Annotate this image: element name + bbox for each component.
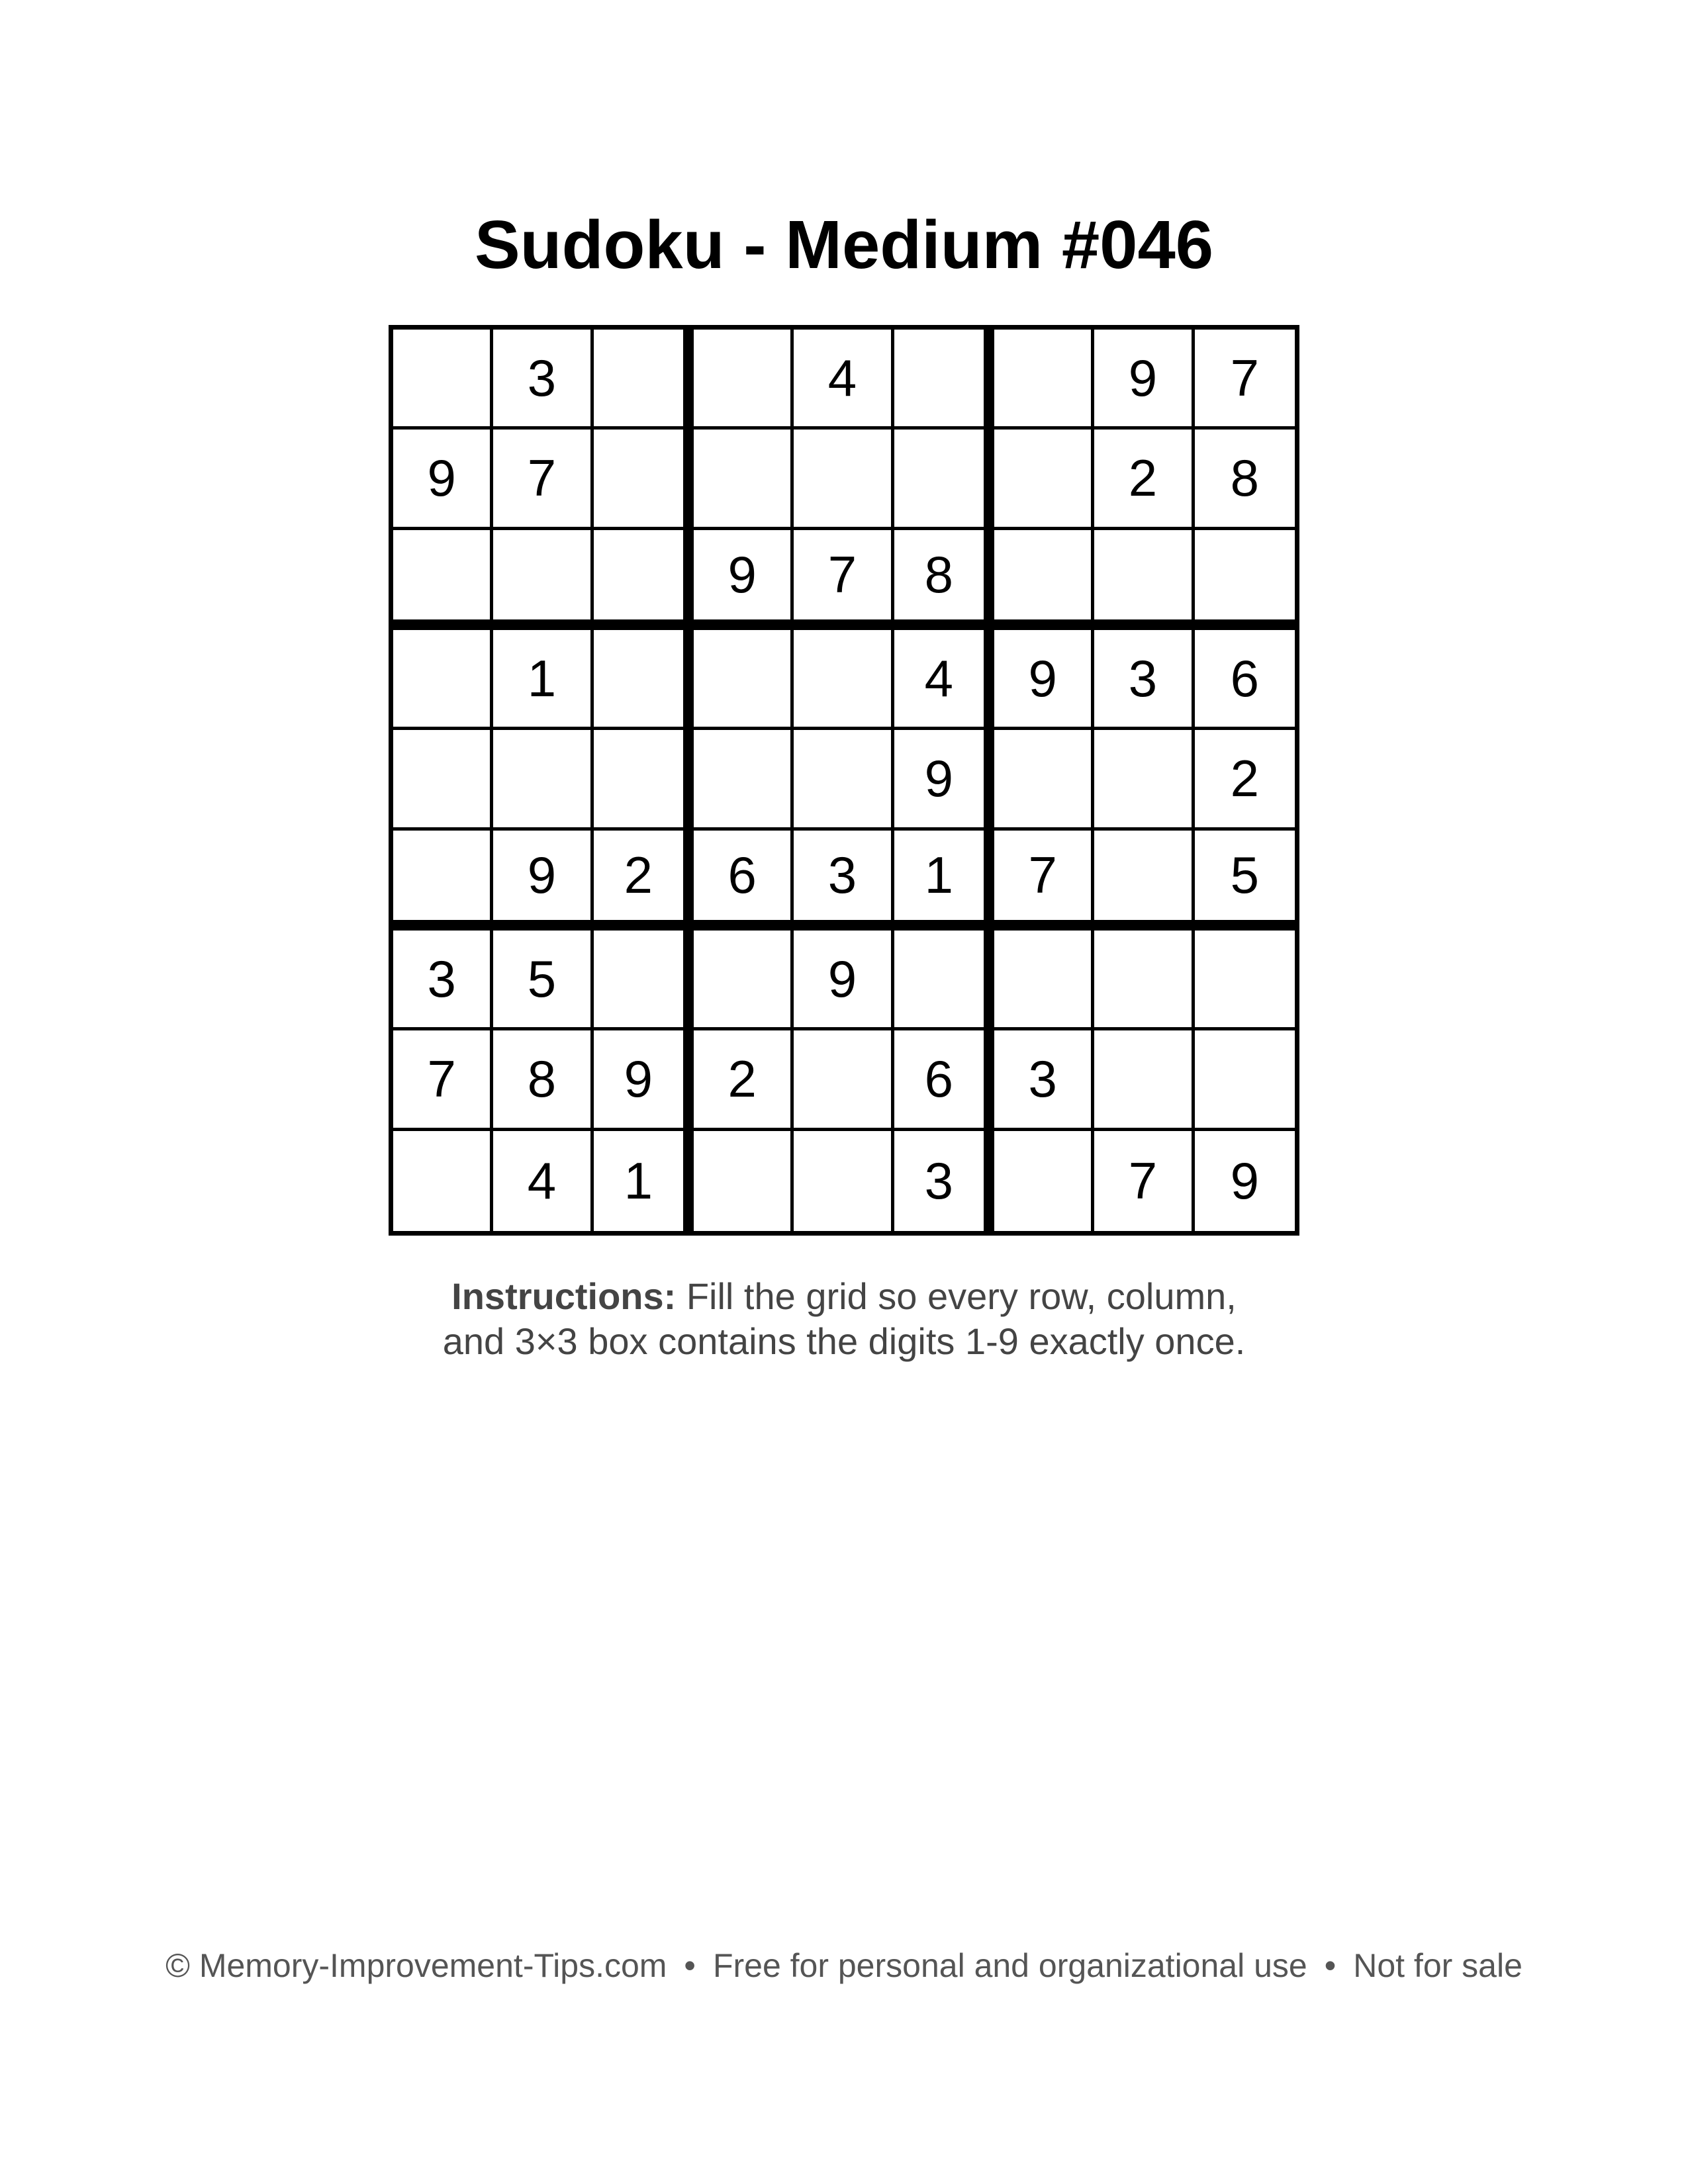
- empty-cell[interactable]: [694, 730, 794, 830]
- footer-sale: Not for sale: [1353, 1947, 1523, 1984]
- footer-usage: Free for personal and organizational use: [712, 1947, 1307, 1984]
- empty-cell[interactable]: [694, 630, 794, 730]
- given-cell: 9: [594, 1030, 694, 1130]
- empty-cell[interactable]: [994, 530, 1094, 630]
- given-cell: 9: [393, 430, 493, 529]
- given-cell: 5: [493, 931, 593, 1030]
- empty-cell[interactable]: [894, 330, 994, 430]
- given-cell: 4: [894, 630, 994, 730]
- given-cell: 6: [1195, 630, 1295, 730]
- given-cell: 3: [794, 831, 894, 931]
- empty-cell[interactable]: [994, 330, 1094, 430]
- given-cell: 7: [794, 530, 894, 630]
- instructions-text-1: Fill the grid so every row, column,: [686, 1275, 1237, 1317]
- given-cell: 3: [994, 1030, 1094, 1130]
- given-cell: 1: [594, 1131, 694, 1231]
- instructions-line-1: [0, 1274, 1688, 1319]
- empty-cell[interactable]: [493, 530, 593, 630]
- given-cell: 7: [1094, 1131, 1194, 1231]
- empty-cell[interactable]: [694, 1131, 794, 1231]
- footer: [0, 1946, 1688, 1985]
- empty-cell[interactable]: [994, 931, 1094, 1030]
- footer-separator: •: [684, 1947, 696, 1984]
- given-cell: 7: [1195, 330, 1295, 430]
- empty-cell[interactable]: [794, 1131, 894, 1231]
- empty-cell[interactable]: [794, 1030, 894, 1130]
- empty-cell[interactable]: [1094, 831, 1194, 931]
- empty-cell[interactable]: [694, 330, 794, 430]
- empty-cell[interactable]: [594, 430, 694, 529]
- given-cell: 2: [1094, 430, 1194, 529]
- given-cell: 4: [493, 1131, 593, 1231]
- footer-separator: •: [1324, 1947, 1336, 1984]
- given-cell: 7: [493, 430, 593, 529]
- empty-cell[interactable]: [794, 730, 894, 830]
- given-cell: 8: [493, 1030, 593, 1130]
- empty-cell[interactable]: [393, 530, 493, 630]
- given-cell: 3: [393, 931, 493, 1030]
- given-cell: 6: [894, 1030, 994, 1130]
- given-cell: 3: [1094, 630, 1194, 730]
- empty-cell[interactable]: [594, 931, 694, 1030]
- empty-cell[interactable]: [894, 931, 994, 1030]
- empty-cell[interactable]: [794, 430, 894, 529]
- given-cell: 8: [1195, 430, 1295, 529]
- given-cell: 2: [1195, 730, 1295, 830]
- footer-copyright: © Memory-Improvement-Tips.com: [165, 1947, 667, 1984]
- empty-cell[interactable]: [694, 931, 794, 1030]
- instructions-label: Instructions:: [451, 1275, 677, 1317]
- given-cell: 9: [1094, 330, 1194, 430]
- empty-cell[interactable]: [1195, 1030, 1295, 1130]
- given-cell: 7: [393, 1030, 493, 1130]
- given-cell: 9: [1195, 1131, 1295, 1231]
- given-cell: 6: [694, 831, 794, 931]
- empty-cell[interactable]: [493, 730, 593, 830]
- given-cell: 9: [694, 530, 794, 630]
- given-cell: 2: [594, 831, 694, 931]
- empty-cell[interactable]: [594, 330, 694, 430]
- empty-cell[interactable]: [1094, 530, 1194, 630]
- empty-cell[interactable]: [1195, 530, 1295, 630]
- empty-cell[interactable]: [393, 630, 493, 730]
- empty-cell[interactable]: [1195, 931, 1295, 1030]
- given-cell: 3: [493, 330, 593, 430]
- empty-cell[interactable]: [894, 430, 994, 529]
- given-cell: 9: [794, 931, 894, 1030]
- given-cell: 9: [994, 630, 1094, 730]
- empty-cell[interactable]: [694, 430, 794, 529]
- empty-cell[interactable]: [1094, 730, 1194, 830]
- empty-cell[interactable]: [393, 730, 493, 830]
- empty-cell[interactable]: [594, 530, 694, 630]
- empty-cell[interactable]: [1094, 1030, 1194, 1130]
- given-cell: 9: [894, 730, 994, 830]
- empty-cell[interactable]: [994, 430, 1094, 529]
- empty-cell[interactable]: [393, 330, 493, 430]
- given-cell: 1: [894, 831, 994, 931]
- given-cell: 8: [894, 530, 994, 630]
- empty-cell[interactable]: [393, 1131, 493, 1231]
- empty-cell[interactable]: [994, 730, 1094, 830]
- empty-cell[interactable]: [393, 831, 493, 931]
- given-cell: 7: [994, 831, 1094, 931]
- given-cell: 9: [493, 831, 593, 931]
- given-cell: 1: [493, 630, 593, 730]
- empty-cell[interactable]: [794, 630, 894, 730]
- given-cell: 4: [794, 330, 894, 430]
- empty-cell[interactable]: [594, 630, 694, 730]
- given-cell: 3: [894, 1131, 994, 1231]
- empty-cell[interactable]: [994, 1131, 1094, 1231]
- given-cell: 5: [1195, 831, 1295, 931]
- empty-cell[interactable]: [594, 730, 694, 830]
- sudoku-grid: [389, 325, 1299, 1236]
- instructions-text-2: and 3×3 box contains the digits 1-9 exactly once.: [442, 1320, 1246, 1362]
- page-title: Sudoku - Medium #046: [474, 206, 1214, 283]
- empty-cell[interactable]: [1094, 931, 1194, 1030]
- given-cell: 2: [694, 1030, 794, 1130]
- instructions: [0, 1274, 1688, 1364]
